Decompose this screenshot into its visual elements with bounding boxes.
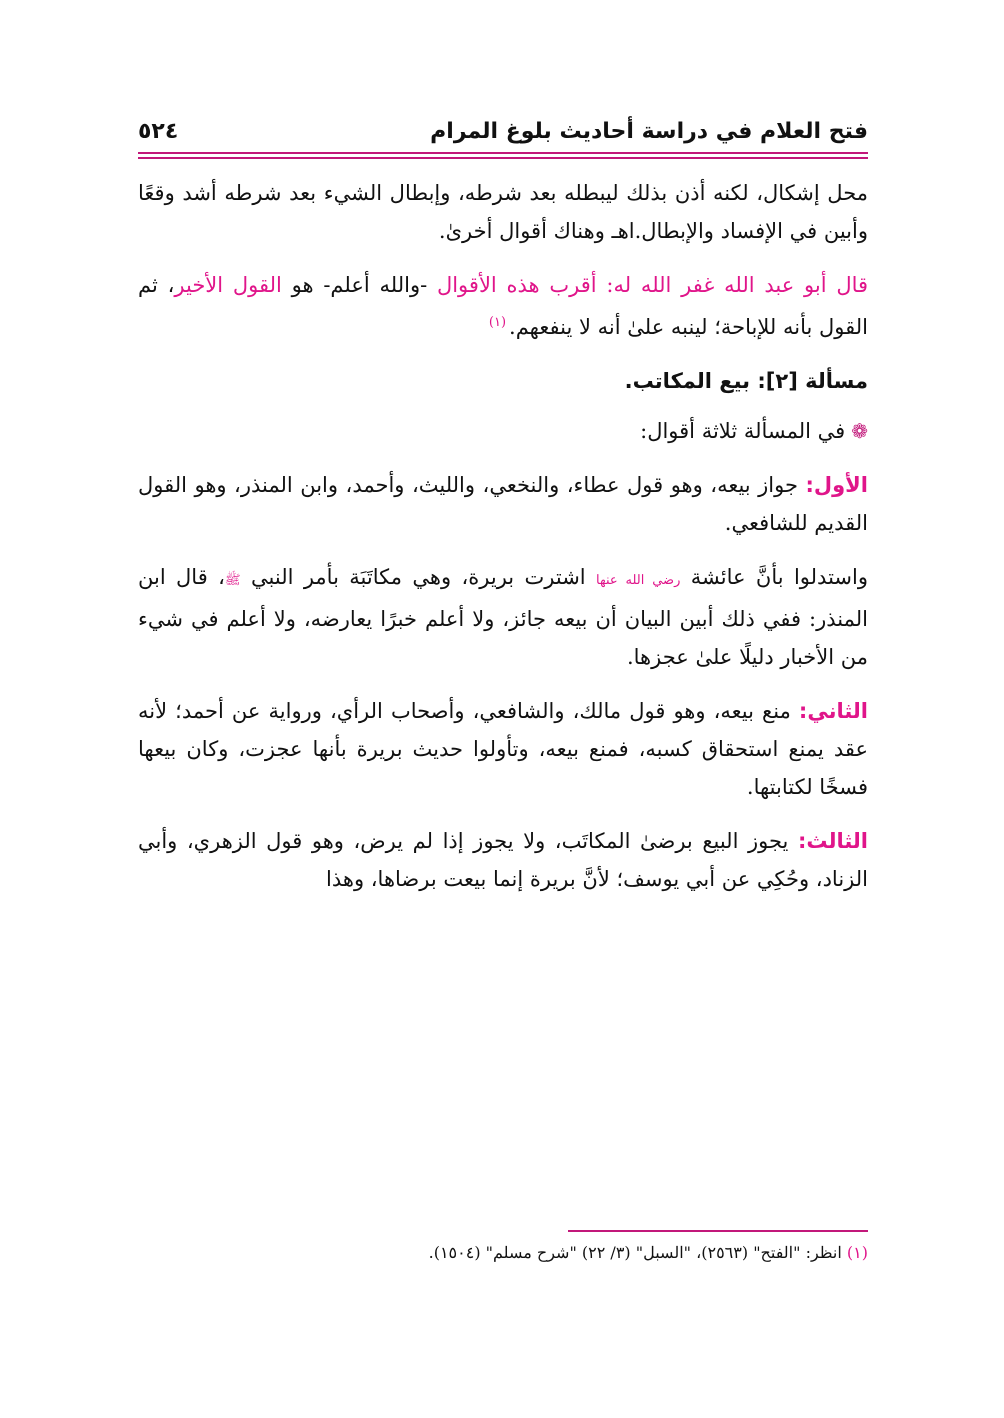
opinion-second: [138, 692, 868, 806]
prophet-honorific: ﷺ: [224, 573, 241, 588]
opinion-second-label: الثاني:: [798, 699, 868, 723]
opinion-third-text: يجوز البيع برضىٰ المكاتَب، ولا يجوز إذا لم يرض، وهو قول الزهري، وأبي الزناد، وحُكِي عن أبي يوسف؛ لأنَّ بريرة إنما بيعت برضاها، وهذا: [138, 829, 868, 891]
author-opinion-rest: ، ثم القول بأنه للإباحة؛ لينبه علىٰ أنه لا ينفعهم.: [138, 273, 868, 339]
page-body: [138, 174, 868, 898]
author-opinion-mid: -والله أعلم- هو: [281, 273, 437, 297]
author-opinion-highlight: القول الأخير: [174, 273, 282, 297]
evidence-text-c: ، قال ابن المنذر: ففي ذلك أبين البيان أن بيعه جائز، ولا أعلم خبرًا يعارضه، ولا أعلم في شيء من الأخبار دليلًا علىٰ عجزها.: [138, 565, 868, 669]
page-number: ٥٢٤: [138, 119, 179, 144]
footnote-reference[interactable]: (١): [488, 315, 507, 330]
paragraph-evidence: [138, 558, 868, 676]
section-heading-label: مسألة [٢]:: [757, 369, 868, 393]
author-opinion-prefix: قال أبو عبد الله غفر الله له: أقرب هذه الأقوال: [436, 273, 869, 297]
footnote-rule: [568, 1230, 868, 1232]
opinion-first-label: الأول:: [805, 473, 868, 497]
paragraph-continuation: [138, 174, 868, 250]
flower-icon: ❁: [851, 419, 868, 443]
opinion-third-label: الثالث:: [797, 829, 868, 853]
book-title: فتح العلام في دراسة أحاديث بلوغ المرام: [430, 119, 868, 144]
opinion-first: [138, 466, 868, 542]
paragraph-author-opinion: [138, 266, 868, 346]
header-rule-bottom: [138, 157, 868, 159]
page-header: [138, 110, 868, 148]
section-heading-text: بيع المكاتب.: [624, 369, 758, 393]
section-heading: [138, 362, 868, 400]
footnote-text: انظر: "الفتح" (٢٥٦٣)، "السبل" (٣/ ٢٢) "شرح مسلم" (١٥٠٤).: [428, 1243, 842, 1262]
intro-line: [138, 412, 868, 450]
intro-text: في المسألة ثلاثة أقوال:: [640, 419, 846, 443]
footnote: [138, 1240, 868, 1266]
evidence-text-a: واستدلوا بأنَّ عائشة: [680, 565, 868, 589]
footnote-number: (١): [846, 1243, 868, 1262]
opinion-second-text: منع بيعه، وهو قول مالك، والشافعي، وأصحاب الرأي، ورواية عن أحمد؛ لأنه عقد يمنع استحقاق كسبه، فمنع بيعه، وتأولوا حديث بريرة بأنها عجزت، وكان بيعها فسخًا لكتابتها.: [138, 699, 868, 799]
page: [138, 110, 868, 1310]
evidence-text-b: اشترت بريرة، وهي مكاتَبَة بأمر النبي: [240, 565, 597, 589]
opinion-first-text: جواز بيعه، وهو قول عطاء، والنخعي، والليث، وأحمد، وابن المنذر، وهو القول القديم للشافعي.: [138, 473, 868, 535]
header-rule-top: [138, 152, 868, 154]
paragraph-text: محل إشكال، لكنه أذن بذلك ليبطله بعد شرطه، وإبطال الشيء بعد شرطه أشد وقعًا وأبين في الإفساد والإبطال.اهـ وهناك أقوال أخرىٰ.: [138, 181, 868, 243]
opinion-third: [138, 822, 868, 898]
aisha-honorific: رضي الله عنها: [596, 573, 681, 588]
